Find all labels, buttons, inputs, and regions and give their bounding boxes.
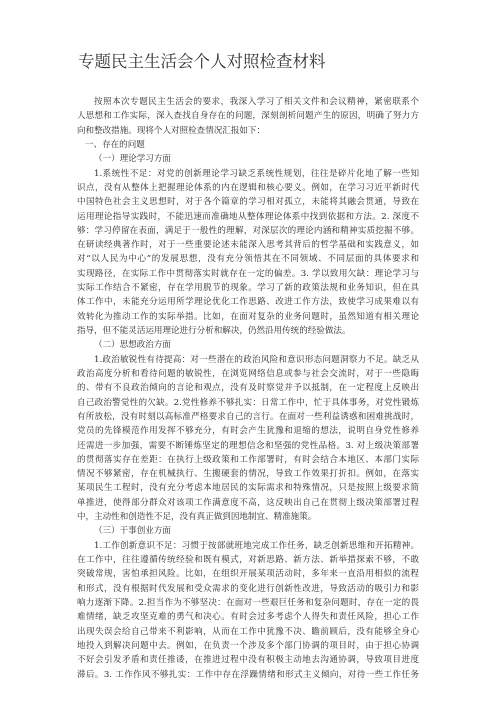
paragraph-line: 自己政治警觉性的欠缺。2.党性修养不够扎实：日常工作中，忙于具体事务，对党性锻炼 [77, 397, 419, 408]
paragraph-line: 中国特色社会主义思想时，对于各个篇章的学习相对孤立，未能将其融会贯通，导致在 [77, 197, 419, 208]
paragraph-line: 人思想和工作实际，深入查找自身存在的问题，深刻剖析问题产生的原因，明确了努力方 [77, 111, 419, 122]
paragraph-line: 在研读经典著作时，对于一些重要论述未能深入思考其背后的哲学基础和实践意义，如 [77, 240, 419, 251]
paragraph-line: 地投入到解决问题中去。例如，在负责一个涉及多个部门协调的项目时，由于担心协调 [77, 640, 419, 651]
paragraph-line: 按照本次专题民主生活会的要求，我深入学习了相关文件和会议精神，紧密联系个 [94, 97, 419, 107]
paragraph-line: 有所放松，没有时刻以高标准严格要求自己的言行。在面对一些利益诱惑和困难挑战时， [77, 411, 419, 422]
paragraph-line: 的贯彻落实存在差距：在执行上级政策和工作部署时，有时会结合本地区、本部门实际 [77, 454, 419, 465]
paragraph-line: 还需进一步加强，需要不断锤炼坚定的理想信念和坚强的党性品格。3. 对上级决策部署 [77, 440, 419, 451]
paragraph-line: 1.系统性不足：对党的创新理论学习缺乏系统性规划，往往是碎片化地了解一些知 [94, 168, 419, 179]
paragraph-line: 单推进，使得部分群众对该项工作满意度不高，这反映出自己在贯彻上级决策部署过程 [77, 497, 419, 508]
section-heading: 一、存在的问题 [85, 139, 145, 150]
paragraph-line: 向和整改措施。现将个人对照检查情况汇报如下： [77, 125, 266, 136]
paragraph-line: 难情绪，缺乏攻坚克难的勇气和决心。有时会过多考虑个人得失和责任风险，担心工作 [77, 612, 419, 623]
paragraph-line: 滞后。3. 工作作风不够扎实：工作中存在浮躁情绪和形式主义倾向，对待一些工作任务 [77, 669, 419, 680]
paragraph-line: 指导，但不能灵活运用理论进行分析和解决，仍然沿用传统的经验做法。 [77, 326, 351, 336]
paragraph-line: 实现路径，在实际工作中贯彻落实时就存在一定的偏差。3. 学以致用欠缺：理论学习与 [77, 268, 419, 279]
document-title: 专题民主生活会个人对照检查材料 [78, 52, 326, 71]
paragraph-line: 的、带有不良政治倾向的言论和观点，没有及时察觉并予以抵制，在一定程度上反映出 [77, 383, 419, 394]
paragraph-line: 1.工作创新意识不足：习惯于按部就班地完成工作任务，缺乏创新思维和开拓精神。 [94, 540, 419, 551]
section-heading: （二）思想政治方面 [94, 340, 171, 351]
paragraph-line: 实际工作结合不紧密，存在学用脱节的现象。学习了新的政策法规和业务知识，但在具 [77, 283, 419, 294]
paragraph-line: 党员的先锋模范作用发挥不够充分，有时会产生犹豫和退缩的想法，说明自身党性修养 [77, 426, 419, 437]
paragraph-line: 和形式，没有根据时代发展和受众需求的变化进行创新性改进，导致活动的吸引力和影 [77, 583, 419, 594]
paragraph-line: 识点，没有从整体上把握理论体系的内在逻辑和核心要义。例如，在学习习近平新时代 [77, 182, 419, 193]
section-heading: （三）干事创业方面 [94, 526, 171, 537]
paragraph-line: 在工作中，往往遵循传统经验和既有模式，对新思路、新方法、新举措探索不够，不敢 [77, 555, 419, 565]
paragraph-line: 中，主动性和创造性不足，没有真正做到因地制宜、精准施策。 [77, 512, 317, 523]
paragraph-line: 情况不够紧密，存在机械执行、生搬硬套的情况，导致工作效果打折扣。例如，在落实 [77, 469, 419, 480]
paragraph-line: 对“以人民为中心”的发展思想，没有充分领悟其在不同领域、不同层面的具体要求和 [77, 254, 419, 265]
paragraph-line: 响力逐渐下降。2.担当作为不够坚决：在面对一些艰巨任务和复杂问题时，存在一定的畏 [77, 597, 419, 608]
paragraph-line: 出现失误会给自己带来不利影响，从而在工作中犹豫不决、瞻前顾后，没有能够全身心 [77, 626, 419, 637]
paragraph-line: 1.政治敏锐性有待提高：对一些潜在的政治风险和意识形态问题洞察力不足。缺乏从 [94, 354, 419, 365]
paragraph-line: 某项民生工程时，没有充分考虑本地居民的实际需求和特殊情况，只是按照上级要求简 [77, 483, 419, 494]
paragraph-line: 政治高度分析和看待问题的敏锐性，在浏览网络信息或参与社会交流时，对于一些隐晦 [77, 368, 419, 379]
paragraph-line: 运用理论指导实践时，不能迅速而准确地从整体理论体系中找到依据和方法。2. 深度不 [77, 211, 419, 222]
paragraph-line: 体工作中，未能充分运用所学理论优化工作思路、改进工作方法，致使学习成果难以有 [77, 297, 419, 308]
section-heading: （一）理论学习方面 [94, 154, 171, 165]
document-body [77, 95, 419, 682]
paragraph-line: 效转化为推动工作的实际举措。比如，在面对复杂的业务问题时，虽然知道有相关理论 [77, 311, 419, 322]
paragraph-line: 突破常规，害怕承担风险。比如，在组织开展某项活动时，多年来一直沿用相似的流程 [77, 569, 419, 580]
paragraph-line: 够：学习停留在表面，满足于一般性的理解，对深层次的理论内涵和精神实质挖掘不够。 [77, 225, 419, 236]
paragraph-line: 不好会引发矛盾和责任推诿，在推进过程中没有积极主动地去沟通协调，导致项目进度 [77, 655, 419, 666]
